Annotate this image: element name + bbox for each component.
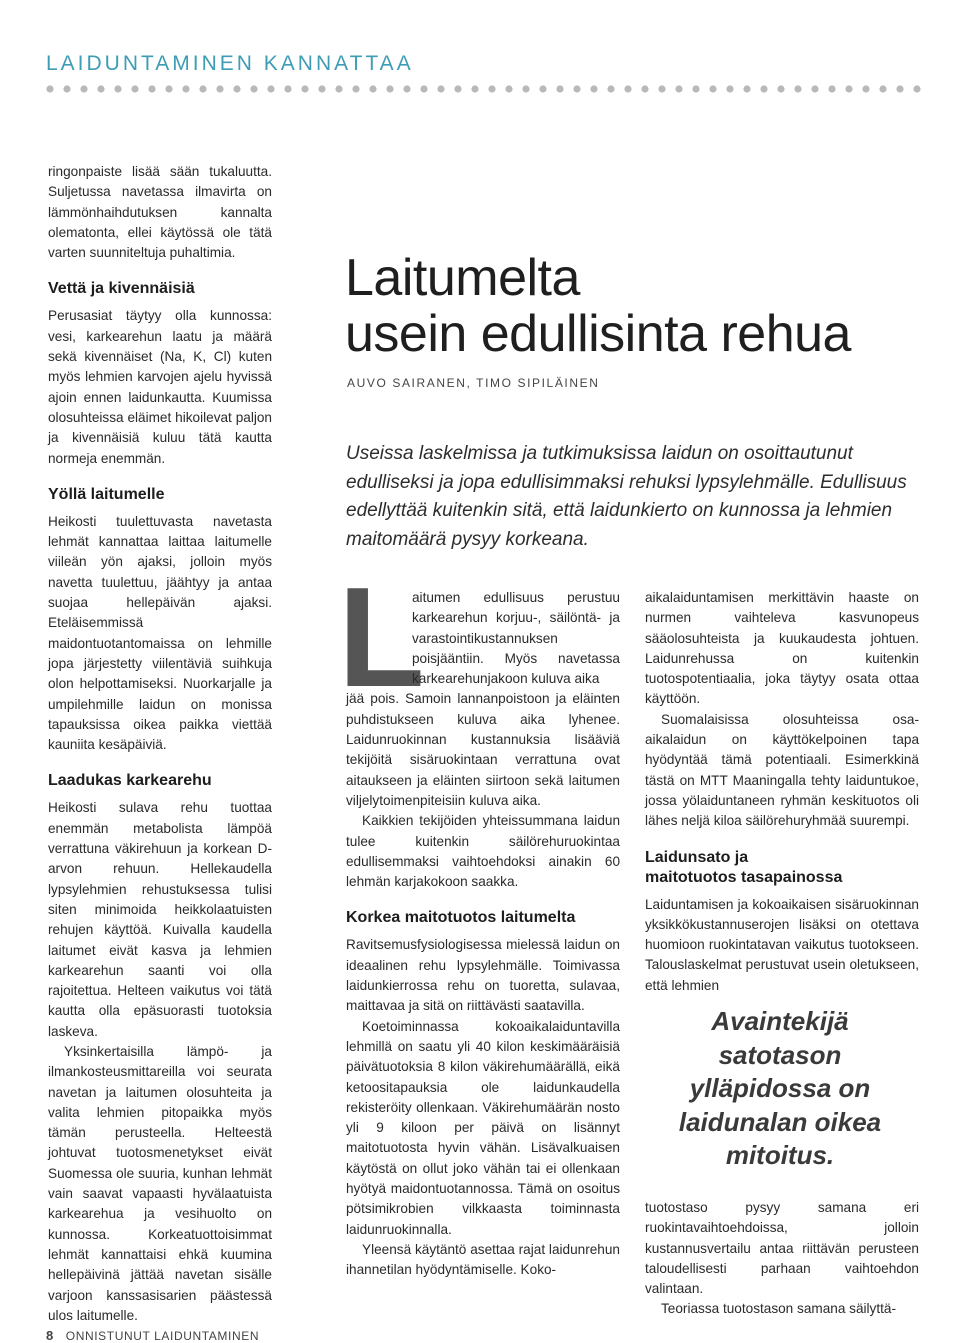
divider-dot [216,85,223,92]
paragraph: Laiduntamisen ja kokoaikaisen sisäruokinnan yksikkökustannuserojen lisäksi on otettava huomioon ruokintatavan vaikutus tuotokseen. Talouslaskelmat perustuvat usein oletukseen, että lehmien [645,896,919,993]
divider-dot [845,85,852,92]
divider-dot [828,85,835,92]
divider-dot [794,85,801,92]
divider-dot [522,85,529,92]
divider-dot [743,85,750,92]
divider-dot [556,85,563,92]
divider-dot [709,85,716,92]
article-lead: Useissa laskelmissa ja tutkimuksissa laidun on osoittautunut edulliseksi ja jopa edullisimmaksi rehuksi lypsylehmälle. Edullisuus edellyttää kuitenkin sitä, että laidunkierto on kunnossa ja lehmien maitomäärä pysyy korkeana. [346,443,907,550]
divider-dot [437,85,444,92]
divider-dot [879,85,886,92]
page-footer [46,1328,259,1343]
divider-dot [284,85,291,92]
paragraph: aikalaiduntamisen merkittävin haaste on nurmen vaihteleva kasvunopeus sääolosuhteista ja kuukaudesta johtuen. Laidunrehussa on kuitenkin tuotospotentiaalia, joka täytyy osata ottaa käyttöön. [645,590,919,707]
subheading: Vettä ja kivennäisiä [48,280,195,298]
publication-name: ONNISTUNUT LAIDUNTAMINEN [65,1329,260,1343]
divider-dot [199,85,206,92]
paragraph: Yksinkertaisilla lämpö- ja ilmankosteusmittareilla voi seurata navetan ja laitumen olosuhteita ja valita lehmien pitopaikka myös tämän perusteella. Helteestä johtuvat tuotosmenetykset eivät Suomessa ole suuria, kunhan lehmät vain saavat vapaasti hyvälaatuista karkearehua ja vesihuolto on kunnossa. Korkeatuottoisimmat lehmät kannattaisi ehkä kuumina hellepäivinä jättää navetan sisälle varjoon kanssasisarien päästessä ulos laitumelle. [48,1043,272,1323]
article-title [345,250,935,362]
page-number: 8 [46,1328,54,1343]
divider-dot [488,85,495,92]
subheading [645,848,919,888]
paragraph: Heikosti sulava rehu tuottaa enemmän metabolista lämpöä verrattuna väkirehuun ja korkean D-arvon rehuun. Hellekaudella lypsylehmien rehustuksessa tulisi siten minimoida heikkolaatuisten rehujen käyttöä. Kuivalla kaudella laitumet eivät kasva ja lehmien karkearehun saanti voi olla rajoitettua. Helteen vaikutus voi tätä kautta olla epäsuorasti tuotoksia laskeva. [48,800,272,1039]
paragraph: ringonpaiste lisää sään tukaluutta. Suljetussa navetassa ilmavirta on lämmönhaihdutuksen kannalta olematonta, ellei käytössä ole tätä varten suunniteltuja puhaltimia. [48,164,272,261]
divider-dot [335,85,342,92]
divider-dot [539,85,546,92]
column-left [48,162,272,1326]
dotted-divider [46,84,926,94]
divider-dot [352,85,359,92]
divider-dot [403,85,410,92]
divider-dot [267,85,274,92]
divider-dot [760,85,767,92]
pull-quote: Avaintekijä satotason ylläpidossa on laidunalan oikea mitoitus. [678,1006,882,1170]
article-authors: AUVO SAIRANEN, TIMO SIPILÄINEN [347,376,600,390]
divider-dot [63,85,70,92]
paragraph-dropcap-wrap: aitumen edullisuus perustuu karkearehun korjuu-, säilöntä- ja varastointikustannuksen poisjääntiin. Myös navetassa karkearehunjakoon kuluva aika [412,590,620,687]
divider-dot [590,85,597,92]
divider-dot [165,85,172,92]
section-title: LAIDUNTAMINEN KANNATTAA [46,52,414,75]
divider-dot [46,85,53,92]
divider-dot [726,85,733,92]
divider-dot [420,85,427,92]
divider-dot [114,85,121,92]
divider-dot [471,85,478,92]
paragraph: Heikosti tuulettuvasta navetasta lehmät kannattaa laittaa laitumelle viileän yön ajaksi, jolloin myös navetta tuulettuu, jäähtyy ja antaa suojaa hellepäivän ajaksi. Eteläisemmissä maidontuotantomaissa on lehmille jopa järjestetty viilentäviä suihkuja olon helpottamiseksi. Nuorkarjalle ja umpilehmille laidun on monissa tapauksissa oikea paikka viettää kauniita kesäpäiviä. [48,513,272,753]
divider-dot [573,85,580,92]
divider-dot [250,85,257,92]
paragraph: Suomalaisissa olosuhteissa osa-aikalaidun on käyttökelpoinen tapa hyödyntää tämä potentiaali. Esimerkkinä tästä on MTT Maaningalla tehty laiduntukoe, jossa yölaiduntaneen ryhmän keskituotos oli lähes neljä kiloa säilörehuryhmää suurempi. [645,711,919,829]
divider-dot [607,85,614,92]
divider-dot [777,85,784,92]
subheading: Laadukas karkearehu [48,772,212,790]
divider-dot [624,85,631,92]
divider-dot [318,85,325,92]
divider-dot [233,85,240,92]
paragraph: jää pois. Samoin lannanpoistoon ja eläinten puhdistukseen kuluva aika lyhenee. Laidunruokinnan kustannuksia lisääviä tekijöitä sisäruokintaan verrattuna ovat aitaukseen ja eläinten siirtoon sekä laitumen viljelytoimenpiteisiin kuluva aika. [346,691,620,808]
divider-dot [386,85,393,92]
divider-dot [811,85,818,92]
subheading-line2: maitotuotos tasapainossa [645,868,843,886]
article-title-line1: Laitumelta [345,249,580,307]
divider-dot [131,85,138,92]
paragraph: tuotostaso pysyy samana eri ruokintavaihtoehdoissa, jolloin kustannusvertailu antaa riittävän perusteen taloudellisesti parhaan vaihtoehdon valintaan. [645,1200,919,1297]
paragraph: Kaikkien tekijöiden yhteissummana laidun tulee kuitenkin säilörehuruokintaa edullisemmaksi vaihtoehdoksi ainakin 60 lehmän karjakokoon saakka. [346,813,620,890]
divider-dot [675,85,682,92]
divider-dot [692,85,699,92]
divider-dot [862,85,869,92]
divider-dot [454,85,461,92]
divider-dot [148,85,155,92]
divider-dot [369,85,376,92]
paragraph: Teoriassa tuotostason samana säilyttä- [661,1301,896,1317]
divider-dot [658,85,665,92]
paragraph: Koetoiminnassa kokoaikalaiduntavilla lehmillä on saatu yli 40 kilon keskimääräisiä päivätuotoksia 8 kilon väkirehumäärällä, eikä ketoositapauksia ole laidunkaudella rekisteröity ollenkaan. Väkirehumäärän nosto yli 9 kiloon per päivä on lisännyt maitotuotosta hyvin vähän. Lisävalkuaisen käytöstä on ollut joko vähän tai ei ollenkaan hyötyä maidontuotannossa. Tämä on osoitus pötsimikrobien vilkkaasta toiminnasta laidunruokinnalla. [346,1018,620,1237]
divider-dot [505,85,512,92]
subheading: Korkea maitotuotos laitumelta [346,909,576,927]
subheading: Yöllä laitumelle [48,485,165,503]
paragraph: Ravitsemusfysiologisessa mielessä laidun on ideaalinen rehu lypsylehmälle. Toimivassa laidunkierrossa rehu on tuoretta, sulavaa, maittavaa ja sitä on riittävästi saatavilla. [346,937,620,1014]
divider-dot [896,85,903,92]
column-middle [346,588,620,1281]
column-right-continued [645,1198,919,1320]
paragraph: Perusasiat täytyy olla kunnossa: vesi, karkearehun laatu ja määrä sekä kivennäiset (Na, K, Cl) kuten myös lehmien karvojen ajelu hyvissä ajoin ennen laidunkautta. Kuumissa olosuhteissa eläimet hikoilevat paljon ja kivennäisiä kuluu tätä kautta normeja enemmän. [48,308,272,466]
divider-dot [97,85,104,92]
column-right [645,588,919,996]
divider-dot [641,85,648,92]
divider-dot [80,85,87,92]
divider-dot [301,85,308,92]
paragraph: Yleensä käytäntö asettaa rajat laidunrehun ihannetilan hyödyntämiselle. Koko- [346,1241,620,1278]
article-title-line2: usein edullisinta rehua [345,305,851,363]
drop-cap: L [338,558,425,717]
subheading-line1: Laidunsato ja [645,848,749,866]
divider-dot [182,85,189,92]
divider-dot [913,85,920,92]
